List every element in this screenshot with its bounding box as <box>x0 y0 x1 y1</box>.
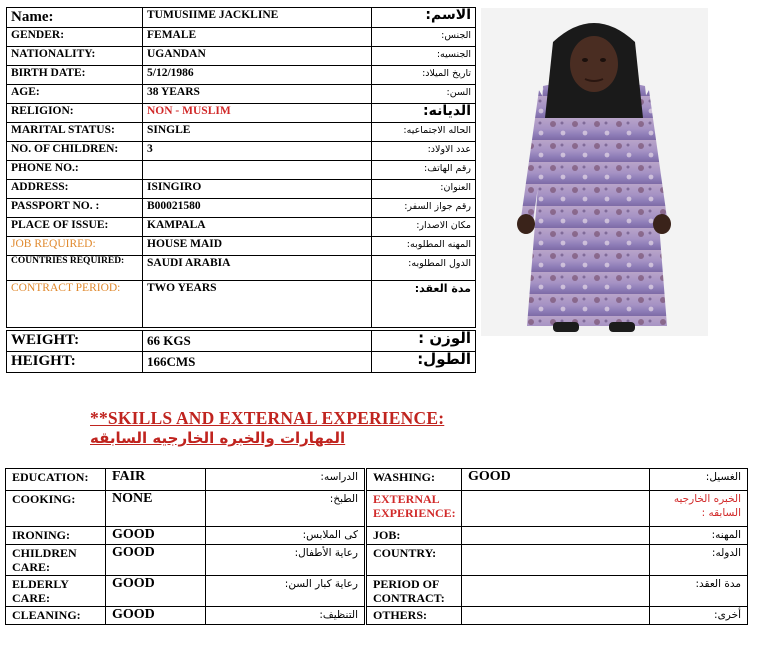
skills-row-6 <box>6 607 748 625</box>
candidate-photo-illustration <box>481 8 708 336</box>
row-contract-period <box>7 281 476 328</box>
education-value: FAIR <box>106 469 206 491</box>
row-weight <box>7 331 476 352</box>
washing-label: WASHING: <box>366 469 462 491</box>
row-passport <box>7 199 476 218</box>
row-job-required <box>7 237 476 256</box>
weight-label-ar: الوزن : <box>372 331 476 352</box>
washing-value: GOOD <box>462 469 650 491</box>
cooking-label: COOKING: <box>6 491 106 527</box>
passport-label-ar: رقم جواز السفر: <box>372 199 476 218</box>
religion-value: NON - MUSLIM <box>143 104 372 123</box>
country-label-ar: الدوله: <box>650 545 748 576</box>
children-care-value: GOOD <box>106 545 206 576</box>
age-label-ar: السن: <box>372 85 476 104</box>
religion-label: RELIGION: <box>7 104 143 123</box>
skills-row-4 <box>6 545 748 576</box>
row-religion <box>7 104 476 123</box>
row-height <box>7 352 476 373</box>
height-label: HEIGHT: <box>7 352 143 373</box>
skills-table <box>5 468 748 625</box>
period-of-contract-label: PERIOD OF CONTRACT: <box>366 576 462 607</box>
education-label: EDUCATION: <box>6 469 106 491</box>
phone-value <box>143 161 372 180</box>
nationality-label-ar: الجنسيه: <box>372 47 476 66</box>
others-label-ar: أخرى: <box>650 607 748 625</box>
nationality-value: UGANDAN <box>143 47 372 66</box>
contract-period-label: CONTRACT PERIOD: <box>7 281 143 328</box>
children-label-ar: عدد الاولاد: <box>372 142 476 161</box>
row-age <box>7 85 476 104</box>
contract-period-value: TWO YEARS <box>143 281 372 328</box>
row-name <box>7 8 476 28</box>
marital-status-value: SINGLE <box>143 123 372 142</box>
elderly-care-value: GOOD <box>106 576 206 607</box>
address-label: ADDRESS: <box>7 180 143 199</box>
countries-required-label-ar: الدول المطلوبه: <box>372 256 476 281</box>
passport-value: B00021580 <box>143 199 372 218</box>
row-gender <box>7 28 476 47</box>
washing-label-ar: الغسيل: <box>650 469 748 491</box>
weight-value: 66 KGS <box>143 331 372 352</box>
name-label-ar: الاسم: <box>372 8 476 28</box>
age-value: 38 YEARS <box>143 85 372 104</box>
skills-row-5 <box>6 576 748 607</box>
row-nationality <box>7 47 476 66</box>
skills-row-3 <box>6 527 748 545</box>
age-label: AGE: <box>7 85 143 104</box>
children-care-label: CHILDREN CARE: <box>6 545 106 576</box>
religion-label-ar: الديانه: <box>372 104 476 123</box>
ironing-label-ar: كى الملابس: <box>206 527 366 545</box>
place-of-issue-label: PLACE OF ISSUE: <box>7 218 143 237</box>
others-label: OTHERS: <box>366 607 462 625</box>
cleaning-value: GOOD <box>106 607 206 625</box>
height-value: 166CMS <box>143 352 372 373</box>
elderly-care-label-ar: رعاية كبار السن: <box>206 576 366 607</box>
ironing-label: IRONING: <box>6 527 106 545</box>
cleaning-label: CLEANING: <box>6 607 106 625</box>
row-marital-status <box>7 123 476 142</box>
row-phone <box>7 161 476 180</box>
job-required-value: HOUSE MAID <box>143 237 372 256</box>
skills-heading-ar: المهارات والخبره الخارجيه السابقه <box>90 429 346 447</box>
cooking-label-ar: الطبخ: <box>206 491 366 527</box>
candidate-photo <box>481 8 708 336</box>
row-children <box>7 142 476 161</box>
others-value <box>462 607 650 625</box>
children-care-label-ar: رعاية الأطفال: <box>206 545 366 576</box>
name-value: TUMUSIIME JACKLINE <box>143 8 372 28</box>
contract-period-label-ar: مدة العقد: <box>372 281 476 328</box>
children-label: NO. OF CHILDREN: <box>7 142 143 161</box>
gender-label-ar: الجنس: <box>372 28 476 47</box>
place-of-issue-label-ar: مكان الاصدار: <box>372 218 476 237</box>
gender-value: FEMALE <box>143 28 372 47</box>
birth-date-value: 5/12/1986 <box>143 66 372 85</box>
birth-date-label: BIRTH DATE: <box>7 66 143 85</box>
row-address <box>7 180 476 199</box>
birth-date-label-ar: تاريخ الميلاد: <box>372 66 476 85</box>
elderly-care-label: ELDERLY CARE: <box>6 576 106 607</box>
external-experience-label-ar: الخبره الخارجيه السابقه : <box>650 491 748 527</box>
job-required-label: JOB REQUIRED: <box>7 237 143 256</box>
skills-heading: **SKILLS AND EXTERNAL EXPERIENCE: <box>90 408 445 428</box>
skills-row-2 <box>6 491 748 527</box>
cleaning-label-ar: التنظيف: <box>206 607 366 625</box>
job-label: JOB: <box>366 527 462 545</box>
row-place-of-issue <box>7 218 476 237</box>
weight-label: WEIGHT: <box>7 331 143 352</box>
address-value: ISINGIRO <box>143 180 372 199</box>
nationality-label: NATIONALITY: <box>7 47 143 66</box>
cooking-value: NONE <box>106 491 206 527</box>
countries-required-label: COUNTRIES REQUIRED: <box>7 256 143 281</box>
external-experience-value <box>462 491 650 527</box>
marital-status-label: MARITAL STATUS: <box>7 123 143 142</box>
name-label: Name: <box>7 8 143 28</box>
address-label-ar: العنوان: <box>372 180 476 199</box>
personal-info-table <box>6 7 476 373</box>
phone-label-ar: رقم الهاتف: <box>372 161 476 180</box>
row-birth-date <box>7 66 476 85</box>
period-of-contract-value <box>462 576 650 607</box>
passport-label: PASSPORT NO. : <box>7 199 143 218</box>
job-value <box>462 527 650 545</box>
skills-row-1 <box>6 469 748 491</box>
children-value: 3 <box>143 142 372 161</box>
height-label-ar: الطول: <box>372 352 476 373</box>
job-label-ar: المهنه: <box>650 527 748 545</box>
job-required-label-ar: المهنه المطلوبه: <box>372 237 476 256</box>
gender-label: GENDER: <box>7 28 143 47</box>
education-label-ar: الدراسه: <box>206 469 366 491</box>
period-of-contract-label-ar: مدة العقد: <box>650 576 748 607</box>
marital-status-label-ar: الحاله الاجتماعيه: <box>372 123 476 142</box>
country-value <box>462 545 650 576</box>
countries-required-value: SAUDI ARABIA <box>143 256 372 281</box>
phone-label: PHONE NO.: <box>7 161 143 180</box>
country-label: COUNTRY: <box>366 545 462 576</box>
ironing-value: GOOD <box>106 527 206 545</box>
external-experience-label: EXTERNAL EXPERIENCE: <box>366 491 462 527</box>
row-countries-required <box>7 256 476 281</box>
place-of-issue-value: KAMPALA <box>143 218 372 237</box>
